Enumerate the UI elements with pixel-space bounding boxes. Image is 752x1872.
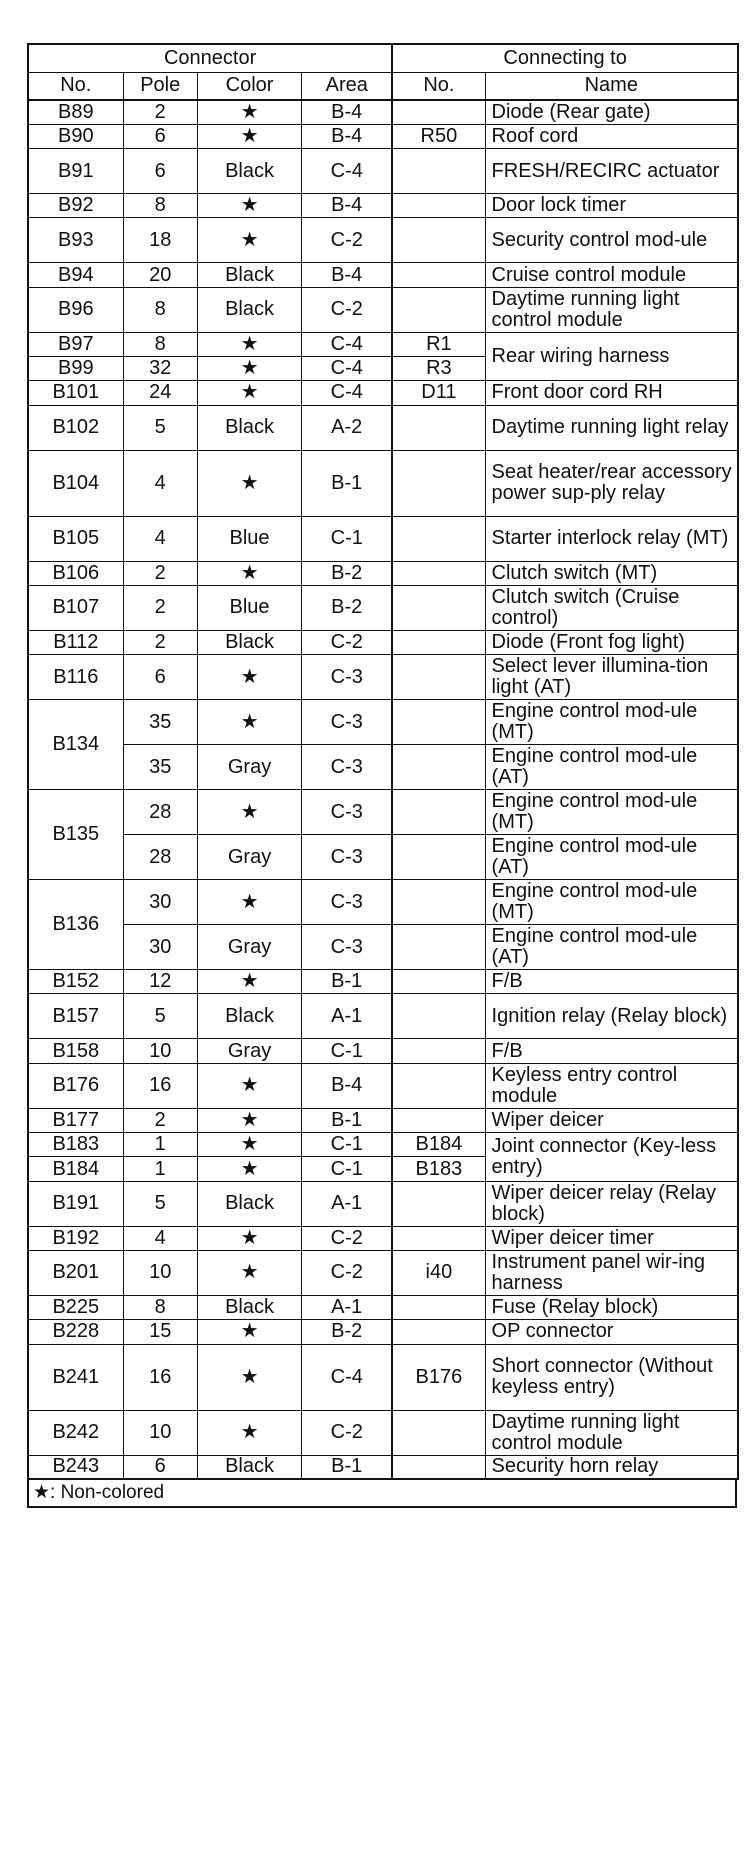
connector-area: C-2 xyxy=(302,218,393,263)
connector-color: Blue xyxy=(197,516,301,561)
pole-count: 35 xyxy=(123,700,197,745)
connecting-name: Security control mod-ule xyxy=(485,218,738,263)
connector-color: ★ xyxy=(197,880,301,925)
connecting-to-group-header: Connecting to xyxy=(392,44,738,72)
pole-count: 5 xyxy=(123,1181,197,1226)
connecting-number xyxy=(392,970,485,994)
connector-color: ★ xyxy=(197,218,301,263)
connector-area: C-4 xyxy=(302,332,393,356)
connector-number: B158 xyxy=(28,1039,123,1063)
connecting-name: FRESH/RECIRC actuator xyxy=(485,149,738,194)
connector-number: B201 xyxy=(28,1250,123,1295)
connecting-number xyxy=(392,745,485,790)
connecting-name: Diode (Front fog light) xyxy=(485,630,738,654)
table-row xyxy=(28,405,738,450)
pole-count: 2 xyxy=(123,630,197,654)
connector-number: B96 xyxy=(28,287,123,332)
connecting-number xyxy=(392,700,485,745)
connector-area: A-1 xyxy=(302,994,393,1039)
connecting-number xyxy=(392,790,485,835)
connecting-name: Daytime running light control module xyxy=(485,1410,738,1455)
connecting-name: Select lever illumina-tion light (AT) xyxy=(485,655,738,700)
connecting-name: Engine control mod-ule (MT) xyxy=(485,700,738,745)
pole-count: 20 xyxy=(123,263,197,287)
connecting-number xyxy=(392,1455,485,1479)
connector-area: C-1 xyxy=(302,1133,393,1157)
connector-color: ★ xyxy=(197,1320,301,1344)
connector-area: C-2 xyxy=(302,630,393,654)
connector-color: ★ xyxy=(197,1133,301,1157)
connector-color: ★ xyxy=(197,700,301,745)
pole-count: 8 xyxy=(123,332,197,356)
connecting-number xyxy=(392,630,485,654)
connector-area: C-2 xyxy=(302,287,393,332)
connecting-number xyxy=(392,450,485,516)
connector-color: ★ xyxy=(197,1108,301,1132)
connecting-number xyxy=(392,1295,485,1319)
connecting-number: R50 xyxy=(392,124,485,148)
connecting-name: OP connector xyxy=(485,1320,738,1344)
connector-area: B-1 xyxy=(302,1108,393,1132)
connecting-name: Starter interlock relay (MT) xyxy=(485,516,738,561)
pole-count: 16 xyxy=(123,1063,197,1108)
connector-number: B116 xyxy=(28,655,123,700)
pole-count: 24 xyxy=(123,381,197,405)
connector-color: ★ xyxy=(197,1250,301,1295)
connecting-name: Wiper deicer timer xyxy=(485,1226,738,1250)
connecting-name: Daytime running light relay xyxy=(485,405,738,450)
connecting-number xyxy=(392,218,485,263)
table-row xyxy=(28,1320,738,1344)
connecting-name: Clutch switch (Cruise control) xyxy=(485,585,738,630)
connecting-number xyxy=(392,100,485,124)
pole-count: 10 xyxy=(123,1410,197,1455)
connector-area: C-3 xyxy=(302,925,393,970)
connecting-number xyxy=(392,1063,485,1108)
pole-count: 1 xyxy=(123,1157,197,1181)
connector-area: B-1 xyxy=(302,970,393,994)
connector-color: Gray xyxy=(197,1039,301,1063)
table-row xyxy=(28,263,738,287)
connector-area: C-4 xyxy=(302,1344,393,1410)
connector-area: B-4 xyxy=(302,1063,393,1108)
connector-number: B176 xyxy=(28,1063,123,1108)
connecting-name: Engine control mod-ule (AT) xyxy=(485,925,738,970)
connector-number: B225 xyxy=(28,1295,123,1319)
connector-color: ★ xyxy=(197,1157,301,1181)
connector-number: B90 xyxy=(28,124,123,148)
pole-count: 4 xyxy=(123,450,197,516)
connecting-name: Engine control mod-ule (MT) xyxy=(485,880,738,925)
connector-table-wrapper xyxy=(27,43,739,1508)
column-header-color: Color xyxy=(197,72,301,100)
table-row xyxy=(28,516,738,561)
pole-count: 2 xyxy=(123,561,197,585)
connector-area: C-4 xyxy=(302,356,393,380)
connector-area: B-4 xyxy=(302,124,393,148)
connector-number: B191 xyxy=(28,1181,123,1226)
connector-number: B112 xyxy=(28,630,123,654)
connector-area: B-1 xyxy=(302,1455,393,1479)
table-row xyxy=(28,287,738,332)
connecting-name: F/B xyxy=(485,970,738,994)
connector-color: ★ xyxy=(197,332,301,356)
connector-area: C-1 xyxy=(302,1157,393,1181)
connector-number: B157 xyxy=(28,994,123,1039)
connecting-name: Front door cord RH xyxy=(485,381,738,405)
pole-count: 15 xyxy=(123,1320,197,1344)
connecting-number: B183 xyxy=(392,1157,485,1181)
connector-number: B93 xyxy=(28,218,123,263)
table-row xyxy=(28,880,738,925)
connector-color: Black xyxy=(197,994,301,1039)
connecting-name: Seat heater/rear accessory power sup-ply relay xyxy=(485,450,738,516)
connecting-number xyxy=(392,263,485,287)
connector-area: B-2 xyxy=(302,585,393,630)
connecting-number xyxy=(392,1226,485,1250)
connector-area: C-3 xyxy=(302,880,393,925)
connector-number: B91 xyxy=(28,149,123,194)
connector-color: Black xyxy=(197,149,301,194)
connecting-name: Daytime running light control module xyxy=(485,287,738,332)
connecting-name: Rear wiring harness xyxy=(485,332,738,381)
table-row xyxy=(28,1410,738,1455)
connector-table xyxy=(27,43,739,1480)
column-header-connecting-no: No. xyxy=(392,72,485,100)
connecting-name: Instrument panel wir-ing harness xyxy=(485,1250,738,1295)
connecting-number: B184 xyxy=(392,1133,485,1157)
connector-color: ★ xyxy=(197,790,301,835)
connector-area: C-3 xyxy=(302,745,393,790)
connector-area: C-3 xyxy=(302,790,393,835)
connecting-number: D11 xyxy=(392,381,485,405)
connector-area: A-2 xyxy=(302,405,393,450)
connecting-number: i40 xyxy=(392,1250,485,1295)
connecting-number xyxy=(392,405,485,450)
pole-count: 10 xyxy=(123,1250,197,1295)
connector-number: B228 xyxy=(28,1320,123,1344)
pole-count: 8 xyxy=(123,194,197,218)
connecting-name: Roof cord xyxy=(485,124,738,148)
table-row xyxy=(28,194,738,218)
connector-area: C-4 xyxy=(302,381,393,405)
connector-area: B-1 xyxy=(302,450,393,516)
table-row xyxy=(28,1295,738,1319)
connector-color: Gray xyxy=(197,925,301,970)
connecting-number xyxy=(392,994,485,1039)
pole-count: 2 xyxy=(123,585,197,630)
table-row xyxy=(28,450,738,516)
table-row xyxy=(28,332,738,356)
connecting-name: Wiper deicer relay (Relay block) xyxy=(485,1181,738,1226)
column-header-pole: Pole xyxy=(123,72,197,100)
connecting-name: Door lock timer xyxy=(485,194,738,218)
pole-count: 4 xyxy=(123,516,197,561)
connector-number: B243 xyxy=(28,1455,123,1479)
connector-color: ★ xyxy=(197,561,301,585)
connector-area: C-2 xyxy=(302,1226,393,1250)
connecting-number xyxy=(392,561,485,585)
connecting-name: Fuse (Relay block) xyxy=(485,1295,738,1319)
connecting-number xyxy=(392,585,485,630)
connecting-name: Security horn relay xyxy=(485,1455,738,1479)
connector-number: B177 xyxy=(28,1108,123,1132)
connector-number: B89 xyxy=(28,100,123,124)
pole-count: 28 xyxy=(123,835,197,880)
connector-color: Blue xyxy=(197,585,301,630)
connector-color: ★ xyxy=(197,1226,301,1250)
connector-area: C-2 xyxy=(302,1250,393,1295)
connecting-number xyxy=(392,194,485,218)
column-header-area: Area xyxy=(302,72,393,100)
table-row xyxy=(28,745,738,790)
connector-number: B105 xyxy=(28,516,123,561)
table-row xyxy=(28,925,738,970)
pole-count: 2 xyxy=(123,1108,197,1132)
connector-area: A-1 xyxy=(302,1295,393,1319)
connecting-name: Short connector (Without keyless entry) xyxy=(485,1344,738,1410)
table-row xyxy=(28,790,738,835)
pole-count: 16 xyxy=(123,1344,197,1410)
connector-color: Black xyxy=(197,287,301,332)
table-row xyxy=(28,124,738,148)
connector-color: ★ xyxy=(197,1063,301,1108)
table-row xyxy=(28,1063,738,1108)
connector-area: B-4 xyxy=(302,263,393,287)
connecting-name: Wiper deicer xyxy=(485,1108,738,1132)
connecting-number: R3 xyxy=(392,356,485,380)
connector-area: B-4 xyxy=(302,194,393,218)
connector-number: B104 xyxy=(28,450,123,516)
connector-number: B97 xyxy=(28,332,123,356)
connecting-number xyxy=(392,880,485,925)
connecting-number xyxy=(392,1410,485,1455)
pole-count: 12 xyxy=(123,970,197,994)
pole-count: 4 xyxy=(123,1226,197,1250)
connecting-number xyxy=(392,149,485,194)
pole-count: 2 xyxy=(123,100,197,124)
connecting-number xyxy=(392,1039,485,1063)
connector-color: Black xyxy=(197,1181,301,1226)
connector-area: B-4 xyxy=(302,100,393,124)
connector-area: C-4 xyxy=(302,149,393,194)
table-row xyxy=(28,1226,738,1250)
connector-number: B241 xyxy=(28,1344,123,1410)
table-row xyxy=(28,835,738,880)
connecting-number: R1 xyxy=(392,332,485,356)
connector-color: ★ xyxy=(197,124,301,148)
pole-count: 6 xyxy=(123,149,197,194)
connector-color: Black xyxy=(197,1455,301,1479)
connector-number: B102 xyxy=(28,405,123,450)
connecting-number xyxy=(392,1108,485,1132)
table-row xyxy=(28,1250,738,1295)
connector-color: ★ xyxy=(197,1344,301,1410)
pole-count: 5 xyxy=(123,994,197,1039)
connector-color: Gray xyxy=(197,835,301,880)
pole-count: 30 xyxy=(123,880,197,925)
connecting-number xyxy=(392,1181,485,1226)
connector-color: ★ xyxy=(197,1410,301,1455)
connector-color: Black xyxy=(197,1295,301,1319)
column-header-name: Name xyxy=(485,72,738,100)
connecting-number xyxy=(392,835,485,880)
connector-number: B136 xyxy=(28,880,123,970)
connector-color: ★ xyxy=(197,356,301,380)
connecting-number xyxy=(392,287,485,332)
connector-area: B-2 xyxy=(302,1320,393,1344)
connecting-number xyxy=(392,516,485,561)
table-row xyxy=(28,1108,738,1132)
connector-number: B242 xyxy=(28,1410,123,1455)
table-row xyxy=(28,700,738,745)
connecting-name: Engine control mod-ule (AT) xyxy=(485,745,738,790)
connector-color: ★ xyxy=(197,970,301,994)
table-row xyxy=(28,1181,738,1226)
table-row xyxy=(28,561,738,585)
connector-number: B92 xyxy=(28,194,123,218)
connector-number: B99 xyxy=(28,356,123,380)
connecting-name: Joint connector (Key-less entry) xyxy=(485,1133,738,1182)
pole-count: 10 xyxy=(123,1039,197,1063)
pole-count: 32 xyxy=(123,356,197,380)
table-row xyxy=(28,994,738,1039)
table-row xyxy=(28,1455,738,1479)
connecting-name: Ignition relay (Relay block) xyxy=(485,994,738,1039)
connector-color: ★ xyxy=(197,194,301,218)
pole-count: 8 xyxy=(123,287,197,332)
table-row xyxy=(28,218,738,263)
pole-count: 28 xyxy=(123,790,197,835)
connecting-name: Engine control mod-ule (MT) xyxy=(485,790,738,835)
connector-color: ★ xyxy=(197,450,301,516)
connecting-number xyxy=(392,925,485,970)
connecting-name: Diode (Rear gate) xyxy=(485,100,738,124)
table-row xyxy=(28,1133,738,1157)
table-row xyxy=(28,655,738,700)
connector-color: ★ xyxy=(197,381,301,405)
connector-area: B-2 xyxy=(302,561,393,585)
table-row xyxy=(28,149,738,194)
connecting-number: B176 xyxy=(392,1344,485,1410)
connector-area: A-1 xyxy=(302,1181,393,1226)
connector-number: B134 xyxy=(28,700,123,790)
column-header-no: No. xyxy=(28,72,123,100)
connecting-number xyxy=(392,1320,485,1344)
connector-area: C-3 xyxy=(302,700,393,745)
connector-number: B135 xyxy=(28,790,123,880)
connector-number: B183 xyxy=(28,1133,123,1157)
connector-color: Gray xyxy=(197,745,301,790)
connector-color: ★ xyxy=(197,100,301,124)
pole-count: 1 xyxy=(123,1133,197,1157)
pole-count: 6 xyxy=(123,655,197,700)
footnote-legend: ★: Non-colored xyxy=(27,1480,737,1508)
connector-number: B192 xyxy=(28,1226,123,1250)
table-row xyxy=(28,100,738,124)
table-row xyxy=(28,630,738,654)
connector-table-body xyxy=(28,100,738,1479)
connecting-name: F/B xyxy=(485,1039,738,1063)
pole-count: 6 xyxy=(123,124,197,148)
connecting-name: Engine control mod-ule (AT) xyxy=(485,835,738,880)
table-row xyxy=(28,381,738,405)
connector-number: B106 xyxy=(28,561,123,585)
pole-count: 8 xyxy=(123,1295,197,1319)
connector-area: C-1 xyxy=(302,516,393,561)
table-row xyxy=(28,585,738,630)
connector-group-header: Connector xyxy=(28,44,392,72)
pole-count: 5 xyxy=(123,405,197,450)
pole-count: 30 xyxy=(123,925,197,970)
pole-count: 18 xyxy=(123,218,197,263)
table-row xyxy=(28,1039,738,1063)
pole-count: 6 xyxy=(123,1455,197,1479)
connector-color: Black xyxy=(197,405,301,450)
connecting-name: Clutch switch (MT) xyxy=(485,561,738,585)
connector-number: B107 xyxy=(28,585,123,630)
connecting-name: Keyless entry control module xyxy=(485,1063,738,1108)
pole-count: 35 xyxy=(123,745,197,790)
connector-color: Black xyxy=(197,263,301,287)
connector-area: C-3 xyxy=(302,655,393,700)
connector-number: B152 xyxy=(28,970,123,994)
connector-area: C-2 xyxy=(302,1410,393,1455)
table-row xyxy=(28,1344,738,1410)
connector-color: ★ xyxy=(197,655,301,700)
connector-number: B184 xyxy=(28,1157,123,1181)
table-row xyxy=(28,970,738,994)
connector-number: B101 xyxy=(28,381,123,405)
connecting-name: Cruise control module xyxy=(485,263,738,287)
connector-color: Black xyxy=(197,630,301,654)
connector-area: C-3 xyxy=(302,835,393,880)
connector-area: C-1 xyxy=(302,1039,393,1063)
connector-number: B94 xyxy=(28,263,123,287)
connecting-number xyxy=(392,655,485,700)
